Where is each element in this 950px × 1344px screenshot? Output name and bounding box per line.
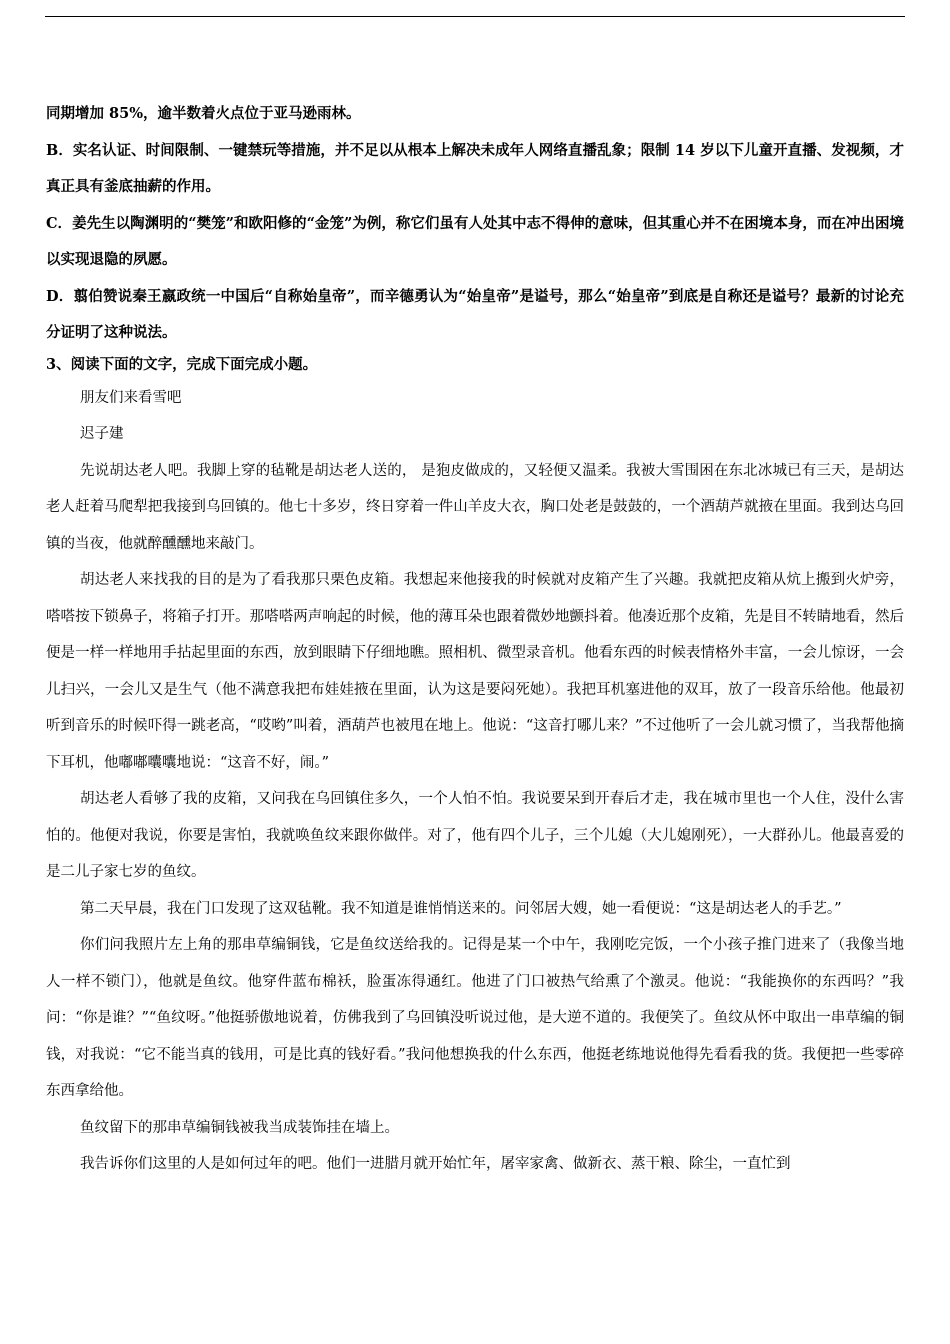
article-author: 迟子建 bbox=[80, 426, 124, 442]
option-b-label: B． bbox=[46, 141, 73, 159]
article-title: 朋友们来看雪吧 bbox=[80, 389, 182, 406]
option-b-text: 实名认证、时间限制、一键禁玩等措施，并不足以从根本上解决未成年人网络直播乱象；限制 14 岁以下儿童开直播、发视频，才真正具有釜底抽薪的作用。 bbox=[46, 141, 904, 195]
option-c bbox=[46, 206, 904, 279]
article-paragraph: 先说胡达老人吧。我脚上穿的毡靴是胡达老人送的， 是狍皮做成的，又轻便又温柔。我被大雪围困在东北冰城已有三天，是胡达老人赶着马爬犁把我接到乌回镇的。他七十多岁，终日穿着一件山羊皮大衣，胸口处老是鼓鼓的，一个酒葫芦就掖在里面。我到达乌回镇的当夜，他就醉醺醺地来敲门。 bbox=[46, 462, 904, 552]
option-d-label: D． bbox=[46, 287, 74, 305]
option-c-label: C． bbox=[46, 214, 73, 232]
article-paragraph: 胡达老人看够了我的皮箱，又问我在乌回镇住多久，一个人怕不怕。我说要呆到开春后才走，我在城市里也一个人住，没什么害怕的。他便对我说，你要是害怕，我就唤鱼纹来跟你做伴。对了，他有四个儿子，三个儿媳（大儿媳刚死），一大群孙儿。他最喜爱的是二儿子家七岁的鱼纹。 bbox=[46, 791, 904, 880]
option-d bbox=[46, 279, 904, 352]
article-paragraph: 胡达老人来找我的目的是为了看我那只栗色皮箱。我想起来他接我的时候就对皮箱产生了兴趣。我就把皮箱从炕上搬到火炉旁，嗒嗒按下锁鼻子，将箱子打开。那嗒嗒两声响起的时候，他的薄耳朵也跟着微妙地颤抖着。他凑近那个皮箱，先是目不转睛地看，然后便是一样一样地用手拈起里面的东西，放到眼睛下仔细地瞧。照相机、微型录音机。他看东西的时候表情格外丰富，一会儿惊讶，一会儿扫兴，一会儿又是生气（他不满意我把布娃娃掖在里面，认为这是要闷死她）。我把耳机塞进他的双耳，放了一段音乐给他。他最初听到音乐的时候吓得一跳老高，“哎哟”叫着，酒葫芦也被甩在地上。他说：“这音打哪儿来？”不过他听了一会儿就习惯了，当我帮他摘下耳机，他嘟嘟囔囔地说：“这音不好，闹。” bbox=[46, 572, 904, 771]
article-paragraph: 你们问我照片左上角的那串草编铜钱，它是鱼纹送给我的。记得是某一个中午，我刚吃完饭，一个小孩子推门进来了（我像当地人一样不锁门），他就是鱼纹。他穿件蓝布棉袄，脸蛋冻得通红。他进了门口被热气给熏了个激灵。他说：“我能换你的东西吗？”我问：“你是谁？”“鱼纹呀。”他挺骄傲地说着，仿佛我到了乌回镇没听说过他，是大逆不道的。我便笑了。鱼纹从怀中取出一串草编的铜钱，对我说：“它不能当真的钱用，可是比真的钱好看。”我问他想换我的什么东西，他挺老练地说他得先看看我的货。我便把一些零碎东西拿给他。 bbox=[46, 937, 904, 1099]
option-b bbox=[46, 133, 904, 206]
document-body bbox=[46, 96, 904, 1183]
header-rule bbox=[45, 16, 905, 17]
article-paragraph: 鱼纹留下的那串草编铜钱被我当成装饰挂在墙上。 bbox=[80, 1119, 399, 1136]
option-d-text: 翦伯赞说秦王嬴政统一中国后“自称始皇帝”，而辛德勇认为“始皇帝”是谥号，那么“始皇帝”到底是自称还是谥号？最新的讨论充分证明了这种说法。 bbox=[46, 287, 904, 341]
prev-question-tail: 同期增加 85%，逾半数着火点位于亚马逊雨林。 bbox=[46, 105, 361, 122]
option-c-text: 姜先生以陶渊明的“樊笼”和欧阳修的“金笼”为例，称它们虽有人处其中志不得伸的意味，但其重心并不在困境本身，而在冲出困境以实现退隐的夙愿。 bbox=[46, 214, 904, 268]
article-paragraph: 我告诉你们这里的人是如何过年的吧。他们一进腊月就开始忙年，屠宰家禽、做新衣、蒸干粮、除尘，一直忙到 bbox=[80, 1156, 791, 1172]
article-paragraph: 第二天早晨，我在门口发现了这双毡靴。我不知道是谁悄悄送来的。问邻居大嫂，她一看便说：“这是胡达老人的手艺。” bbox=[80, 900, 842, 917]
question-3-stem: 3、阅读下面的文字，完成下面完成小题。 bbox=[46, 355, 318, 373]
